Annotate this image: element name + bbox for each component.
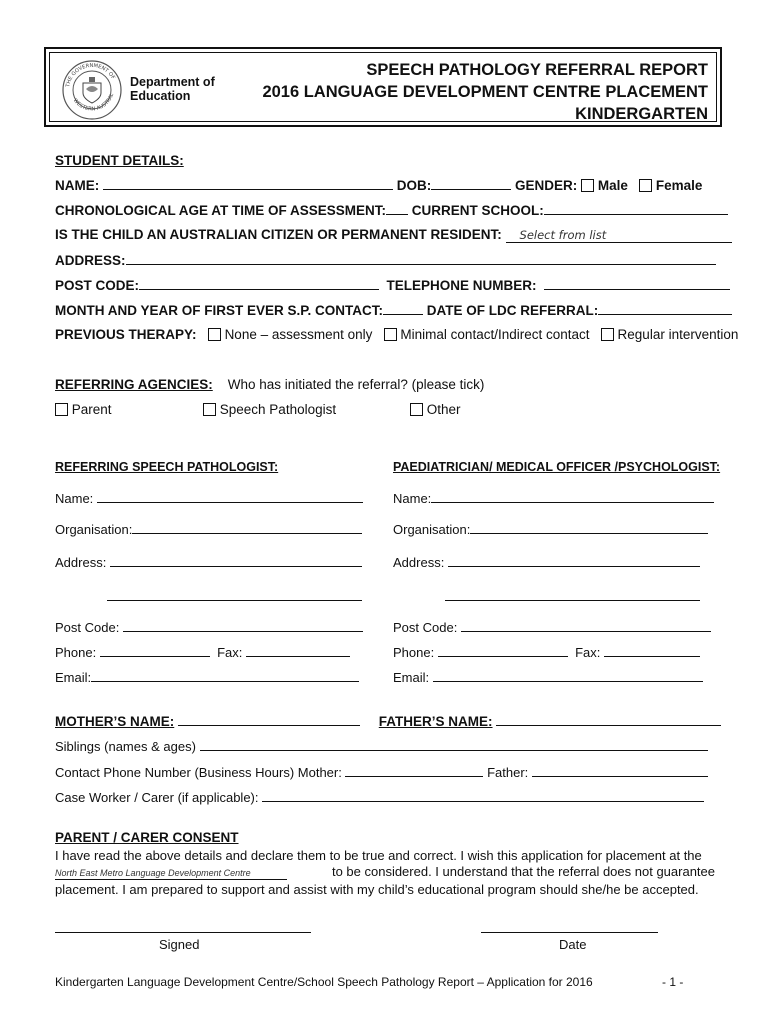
contact-father-label: Father: [487, 765, 529, 780]
father-field[interactable] [496, 713, 721, 726]
med-phone-label: Phone: [393, 645, 435, 660]
agencies-row [55, 377, 484, 392]
therapy-regular-label: Regular intervention [617, 327, 739, 342]
agency-sp [203, 402, 336, 417]
med-postcode-field[interactable] [461, 619, 711, 632]
caseworker-row [55, 789, 704, 805]
sp-address-line2 [107, 588, 362, 604]
age-field[interactable] [386, 202, 408, 215]
siblings-field[interactable] [200, 738, 708, 751]
sp-fax-label: Fax: [217, 645, 243, 660]
med-address-field-2[interactable] [445, 588, 700, 601]
ldc-date-field[interactable] [598, 302, 732, 315]
sp-postcode-field[interactable] [123, 619, 363, 632]
contact-mother-field[interactable] [345, 764, 483, 777]
caseworker-label: Case Worker / Carer (if applicable): [55, 790, 259, 805]
student-details-heading: STUDENT DETAILS: [55, 153, 184, 168]
agency-other-label: Other [426, 402, 461, 417]
sp-address-label: Address: [55, 555, 107, 570]
centre-select-value: North East Metro Language Development Centre [55, 868, 251, 878]
therapy-regular-checkbox[interactable] [601, 328, 614, 341]
med-postcode-label: Post Code: [393, 620, 458, 635]
siblings-label: Siblings (names & ages) [55, 739, 196, 754]
name-label: NAME: [55, 178, 100, 193]
mother-label: MOTHER’S NAME: [55, 714, 175, 729]
address-label: ADDRESS: [55, 253, 126, 268]
consent-heading: PARENT / CARER CONSENT [55, 830, 239, 845]
consent-line2-row [55, 864, 715, 880]
signed-label: Signed [159, 937, 200, 952]
ldc-date-label: DATE OF LDC REFERRAL: [426, 303, 599, 318]
address-field[interactable] [126, 252, 716, 265]
therapy-minimal-label: Minimal contact/Indirect contact [400, 327, 590, 342]
parents-row [55, 713, 721, 729]
therapy-minimal-checkbox[interactable] [384, 328, 397, 341]
age-school-row [55, 202, 728, 218]
age-label: CHRONOLOGICAL AGE AT TIME OF ASSESSMENT: [55, 203, 387, 218]
med-org-label: Organisation: [393, 522, 471, 537]
mother-field[interactable] [178, 713, 360, 726]
contact-father-field[interactable] [532, 764, 708, 777]
department-name [130, 75, 215, 103]
sp-name-label: Name: [55, 491, 94, 506]
sp-postcode-label: Post Code: [55, 620, 120, 635]
med-org-field[interactable] [470, 521, 708, 534]
caseworker-field[interactable] [262, 789, 704, 802]
agency-parent-label: Parent [71, 402, 112, 417]
citizen-label: IS THE CHILD AN AUSTRALIAN CITIZEN OR PERMANENT RESIDENT: [55, 227, 502, 242]
med-email-field[interactable] [433, 669, 703, 682]
sp-org-row [55, 521, 362, 537]
med-name-label: Name: [393, 491, 432, 506]
department-line2: Education [130, 89, 191, 103]
citizen-row [55, 227, 732, 243]
svg-text:THE GOVERNMENT OF: THE GOVERNMENT OF [65, 62, 116, 88]
signature-line[interactable] [55, 932, 311, 933]
footer-text: Kindergarten Language Development Centre/School Speech Pathology Report – Application for 2016 [55, 975, 593, 989]
med-address-label: Address: [393, 555, 445, 570]
wa-government-seal-icon [61, 59, 123, 121]
med-phone-field[interactable] [438, 644, 568, 657]
school-label: CURRENT SCHOOL: [411, 203, 544, 218]
agency-other [410, 402, 461, 417]
date-line[interactable] [481, 932, 658, 933]
therapy-label: PREVIOUS THERAPY: [55, 327, 197, 342]
med-address-line2 [445, 588, 700, 604]
citizen-select-value: Select from list [519, 228, 607, 242]
med-fax-label: Fax: [575, 645, 601, 660]
med-name-row [393, 490, 714, 506]
sp-address-row [55, 554, 362, 570]
therapy-none-checkbox[interactable] [208, 328, 221, 341]
med-org-row [393, 521, 708, 537]
male-checkbox[interactable] [581, 179, 594, 192]
sp-phone-label: Phone: [55, 645, 97, 660]
agency-parent [55, 402, 112, 417]
student-name-row [55, 177, 702, 193]
sp-name-field[interactable] [97, 490, 363, 503]
consent-line3: placement. I am prepared to support and assist with my child’s educational program should she/he be accepted. [55, 882, 699, 897]
gender-label: GENDER: [515, 178, 578, 193]
med-postcode-row [393, 619, 711, 635]
med-name-field[interactable] [431, 490, 714, 503]
female-checkbox[interactable] [639, 179, 652, 192]
male-label: Male [597, 178, 628, 193]
therapy-row [55, 327, 738, 342]
therapy-none-label: None – assessment only [224, 327, 373, 342]
report-title: SPEECH PATHOLOGY REFERRAL REPORT [366, 61, 708, 79]
consent-line1: I have read the above details and declare them to be true and correct. I wish this application for placement at the [55, 848, 702, 863]
agencies-question: Who has initiated the referral? (please tick) [227, 377, 485, 392]
telephone-label: TELEPHONE NUMBER: [386, 278, 537, 293]
date-label: Date [559, 937, 587, 952]
agency-other-checkbox[interactable] [410, 403, 423, 416]
dob-label: DOB: [396, 178, 432, 193]
report-level: KINDERGARTEN [575, 105, 708, 123]
citizen-select[interactable] [506, 227, 732, 243]
svg-text:WESTERN AUSTRALIA: WESTERN AUSTRAL [71, 92, 116, 113]
contact-date-row [55, 302, 732, 318]
centre-select[interactable] [55, 864, 287, 880]
first-contact-label: MONTH AND YEAR OF FIRST EVER S.P. CONTACT: [55, 303, 384, 318]
med-address-row [393, 554, 700, 570]
med-address-field[interactable] [448, 554, 700, 567]
school-field[interactable] [544, 202, 728, 215]
postcode-field[interactable] [139, 277, 379, 290]
sp-phone-row [55, 644, 350, 660]
header-box [44, 47, 722, 127]
med-heading: PAEDIATRICIAN/ MEDICAL OFFICER /PSYCHOLOGIST: [393, 460, 721, 474]
sp-email-field[interactable] [91, 669, 359, 682]
sp-org-field[interactable] [132, 521, 362, 534]
page-number: - 1 - [662, 975, 684, 989]
agencies-label: REFERRING AGENCIES: [55, 377, 213, 392]
first-contact-field[interactable] [383, 302, 423, 315]
postcode-row [55, 277, 730, 293]
med-phone-row [393, 644, 700, 660]
agency-sp-checkbox[interactable] [203, 403, 216, 416]
dob-field[interactable] [431, 177, 511, 190]
postcode-label: POST CODE: [55, 278, 140, 293]
sp-phone-field[interactable] [100, 644, 210, 657]
med-fax-field[interactable] [604, 644, 700, 657]
sp-address-field-2[interactable] [107, 588, 362, 601]
sp-email-row [55, 669, 359, 685]
consent-line2: to be considered. I understand that the referral does not guarantee [331, 864, 715, 879]
report-subtitle: 2016 LANGUAGE DEVELOPMENT CENTRE PLACEMENT [262, 83, 708, 101]
contact-mother-label: Contact Phone Number (Business Hours) Mother: [55, 765, 342, 780]
sp-postcode-row [55, 619, 363, 635]
telephone-field[interactable] [544, 277, 730, 290]
agency-parent-checkbox[interactable] [55, 403, 68, 416]
contact-phone-row [55, 764, 708, 780]
sp-address-field[interactable] [110, 554, 362, 567]
sp-fax-field[interactable] [246, 644, 350, 657]
med-email-label: Email: [393, 670, 430, 685]
sp-org-label: Organisation: [55, 522, 133, 537]
med-email-row [393, 669, 703, 685]
sp-email-label: Email: [55, 670, 92, 685]
name-field[interactable] [103, 177, 393, 190]
header-inner-border [49, 52, 717, 122]
sp-name-row [55, 490, 363, 506]
female-label: Female [655, 178, 703, 193]
agency-sp-label: Speech Pathologist [219, 402, 337, 417]
father-label: FATHER’S NAME: [378, 714, 493, 729]
department-line1: Department of [130, 75, 215, 89]
siblings-row [55, 738, 708, 754]
sp-heading: REFERRING SPEECH PATHOLOGIST: [55, 460, 279, 474]
address-row [55, 252, 716, 268]
